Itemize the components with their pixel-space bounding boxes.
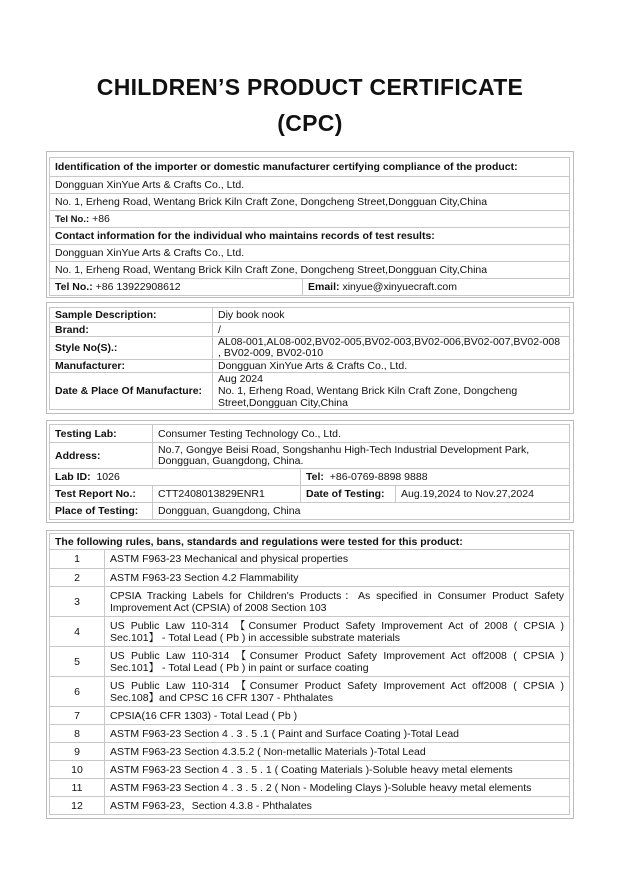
records-email-value: xinyue@xinyuecraft.com [342, 281, 457, 293]
lab-id-value: 1026 [96, 471, 120, 483]
report-no-value: CTT2408013829ENR1 [153, 486, 301, 503]
records-tel-value: +86 13922908612 [95, 281, 181, 293]
importer-tel-label: Tel No.: [55, 213, 90, 225]
rule-number: 11 [50, 779, 105, 797]
style-value: AL08-001,AL08-002,BV02-005,BV02-003,BV02-006,BV02-007,BV02-008 , BV02-009, BV02-010 [213, 337, 570, 360]
lab-id-label: Lab ID: [55, 471, 91, 483]
sample-section [49, 307, 570, 410]
lab-tel-label: Tel: [306, 471, 324, 483]
records-address: No. 1, Erheng Road, Wentang Brick Kiln Craft Zone, Dongcheng Street,Dongguan City,China [50, 262, 570, 279]
rule-row [50, 617, 570, 647]
rule-row [50, 587, 570, 617]
rule-row [50, 761, 570, 779]
rule-row [50, 677, 570, 707]
test-place-label: Place of Testing: [50, 503, 153, 520]
rules-heading: The following rules, bans, standards and regulations were tested for this product: [50, 534, 570, 550]
rule-row [50, 725, 570, 743]
importer-company: Dongguan XinYue Arts & Crafts Co., Ltd. [50, 177, 570, 194]
rule-text: ASTM F963-23 Section 4 . 3 . 5 . 1 ( Coating Materials )-Soluble heavy metal elements [105, 761, 570, 779]
rule-text: ASTM F963-23 Mechanical and physical properties [105, 550, 570, 569]
certificate-title: CHILDREN’S PRODUCT CERTIFICATE [96, 74, 524, 100]
importer-tel-value: +86 [92, 212, 110, 225]
rule-number: 2 [50, 569, 105, 587]
lab-tel-value: +86-0769-8898 9888 [329, 471, 428, 483]
records-tel-label: Tel No.: [55, 281, 93, 293]
rule-number: 10 [50, 761, 105, 779]
style-label: Style No(S).: [50, 337, 213, 360]
rules-section [49, 533, 570, 815]
manufacturer-value: Dongguan XinYue Arts & Crafts Co., Ltd. [213, 360, 570, 373]
lab-section [49, 424, 570, 520]
rule-row [50, 550, 570, 569]
test-date-label: Date of Testing: [301, 486, 396, 503]
manufacture-place-value: No. 1, Erheng Road, Wentang Brick Kiln Craft Zone, Dongcheng Street,Dongguan City,China [218, 385, 518, 409]
rule-number: 7 [50, 707, 105, 725]
rule-number: 6 [50, 677, 105, 707]
brand-label: Brand: [50, 323, 213, 337]
rule-number: 1 [50, 550, 105, 569]
manufacturer-label: Manufacturer: [50, 360, 213, 373]
rule-row [50, 743, 570, 761]
lab-id [50, 469, 301, 486]
rule-text: ASTM F963-23，Section 4.3.8 - Phthalates [105, 797, 570, 815]
records-email [303, 279, 570, 296]
manufacture-date-value: Aug 2024 [218, 373, 263, 385]
report-no-label: Test Report No.: [50, 486, 153, 503]
sample-desc-label: Sample Description: [50, 308, 213, 323]
importer-section [49, 157, 570, 296]
rule-text: US Public Law 110-314 【Consumer Product Safety Improvement Act off2008 ( CPSIA ) Sec.108】and CPSC 16 CFR 1307 - Phthalates [105, 677, 570, 707]
lab-address-value: No.7, Gongye Beisi Road, Songshanhu High-Tech Industrial Development Park, Dongguan, Guangdong, China. [153, 443, 570, 469]
importer-heading: Identification of the importer or domestic manufacturer certifying compliance of the product: [50, 158, 570, 177]
rule-text: ASTM F963-23 Section 4.3.5.2 ( Non-metallic Materials )-Total Lead [105, 743, 570, 761]
rule-row [50, 707, 570, 725]
rule-text: CPSIA Tracking Labels for Children's Products：As specified in Consumer Product Safety Improvement Act (CPSIA) of 2008 Section 103 [105, 587, 570, 617]
lab-tel [301, 469, 570, 486]
rule-row [50, 797, 570, 815]
records-heading: Contact information for the individual who maintains records of test results: [50, 228, 570, 245]
rule-text: ASTM F963-23 Section 4 . 3 . 5 . 2 ( Non - Modeling Clays )-Soluble heavy metal elements [105, 779, 570, 797]
importer-tel [50, 211, 570, 228]
test-date-value: Aug.19,2024 to Nov.27,2024 [396, 486, 570, 503]
rule-number: 5 [50, 647, 105, 677]
testing-lab-label: Testing Lab: [50, 425, 153, 443]
rule-number: 4 [50, 617, 105, 647]
rule-number: 3 [50, 587, 105, 617]
certificate-subtitle: (CPC) [277, 110, 343, 136]
manufacture-date-place [213, 373, 570, 410]
rule-text: US Public Law 110-314 【Consumer Product Safety Improvement Act off2008 ( CPSIA ) Sec.101】 - Total Lead ( Pb ) in paint or surface coating [105, 647, 570, 677]
brand-value: / [213, 323, 570, 337]
rule-row [50, 779, 570, 797]
rule-number: 9 [50, 743, 105, 761]
rule-text: ASTM F963-23 Section 4.2 Flammability [105, 569, 570, 587]
rule-number: 8 [50, 725, 105, 743]
testing-lab-value: Consumer Testing Technology Co., Ltd. [153, 425, 570, 443]
rule-text: US Public Law 110-314 【Consumer Product Safety Improvement Act of 2008 ( CPSIA ) Sec.101】 - Total Lead ( Pb ) in accessible substrate materials [105, 617, 570, 647]
rule-text: ASTM F963-23 Section 4 . 3 . 5 .1 ( Paint and Surface Coating )-Total Lead [105, 725, 570, 743]
rule-text: CPSIA(16 CFR 1303) - Total Lead ( Pb ) [105, 707, 570, 725]
lab-address-label: Address: [50, 443, 153, 469]
rule-row [50, 569, 570, 587]
test-place-value: Dongguan, Guangdong, China [153, 503, 570, 520]
rule-number: 12 [50, 797, 105, 815]
records-email-label: Email: [308, 281, 340, 293]
records-tel [50, 279, 303, 296]
manufacture-date-label: Date & Place Of Manufacture: [50, 373, 213, 410]
rule-row [50, 647, 570, 677]
records-company: Dongguan XinYue Arts & Crafts Co., Ltd. [50, 245, 570, 262]
importer-address: No. 1, Erheng Road, Wentang Brick Kiln Craft Zone, Dongcheng Street,Dongguan City,China [50, 194, 570, 211]
sample-desc-value: Diy book nook [213, 308, 570, 323]
